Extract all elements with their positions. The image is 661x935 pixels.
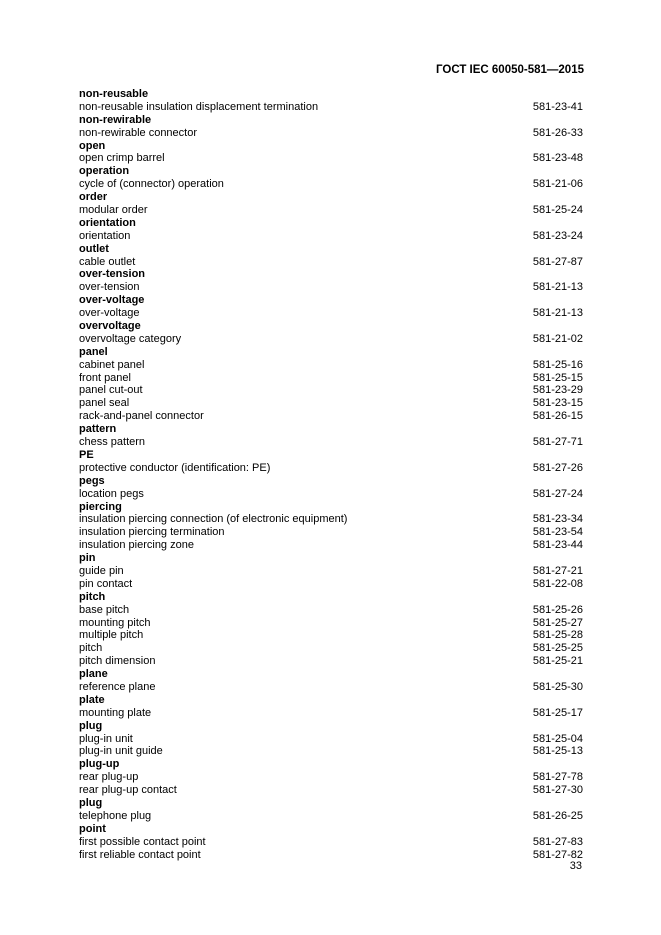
entry-text: over-tension: [79, 281, 140, 294]
entry-text: plug-in unit: [79, 732, 133, 745]
index-term: non-reusable: [79, 88, 149, 100]
entry-code: 581-25-28: [532, 629, 583, 642]
entry-text: cycle of (connector) operation: [79, 178, 224, 191]
entry-text: panel cut-out: [79, 384, 143, 397]
entry-text: base pitch: [79, 603, 130, 616]
index-entry: [79, 604, 583, 617]
index-term: over-voltage: [79, 294, 145, 307]
entry-code: 581-26-33: [532, 126, 583, 139]
index-entry: [79, 629, 583, 642]
entry-code: 581-26-25: [532, 809, 583, 822]
entry-code: 581-27-83: [532, 835, 583, 848]
index-entry: [79, 733, 583, 746]
entry-text: panel seal: [79, 397, 130, 410]
document-header: ГОСТ IEC 60050-581—2015: [436, 64, 584, 76]
index-entry: [79, 462, 583, 475]
entry-text: mounting plate: [79, 706, 152, 719]
index-term: pin: [79, 552, 96, 565]
index-term: pitch: [79, 590, 106, 603]
index-term: plane: [79, 668, 108, 681]
entry-text: rack-and-panel connector: [79, 410, 204, 423]
index-entry: [79, 539, 583, 552]
index-term: plug: [79, 719, 103, 732]
entry-code: 581-23-44: [532, 539, 583, 552]
entry-code: 581-25-27: [532, 616, 583, 629]
entry-text: non-reusable insulation displacement termination: [79, 100, 319, 113]
index-term: operation: [79, 165, 130, 178]
index-entry: [79, 784, 583, 797]
index-term: piercing: [79, 500, 122, 513]
entry-code: 581-21-13: [532, 307, 583, 320]
index-entry: [79, 359, 583, 372]
index-entry: [79, 127, 583, 140]
index-term: pegs: [79, 474, 105, 487]
index-term: outlet: [79, 242, 109, 255]
entry-code: 581-25-13: [532, 745, 583, 758]
entry-code: 581-25-25: [532, 642, 583, 655]
index-entry: [79, 849, 583, 862]
index-term: pattern: [79, 423, 117, 436]
entry-code: 581-23-41: [532, 100, 583, 113]
entry-code: 581-23-48: [532, 152, 583, 165]
index-entry: [79, 836, 583, 849]
index-entry: [79, 707, 583, 720]
index-entry: [79, 281, 583, 294]
index-term: overvoltage: [79, 320, 141, 333]
entry-text: modular order: [79, 204, 148, 217]
index-entry: [79, 372, 583, 385]
index-term: over-tension: [79, 268, 146, 281]
entry-code: 581-21-06: [532, 178, 583, 191]
entry-code: 581-21-02: [532, 332, 583, 345]
index-entry: [79, 436, 583, 449]
entry-text: pin contact: [79, 577, 133, 590]
index-entry: [79, 578, 583, 591]
entry-text: rear plug-up: [79, 771, 139, 784]
entry-text: cabinet panel: [79, 358, 145, 371]
entry-text: non-rewirable connector: [79, 126, 198, 139]
entry-code: 581-25-15: [532, 371, 583, 384]
entry-code: 581-27-21: [532, 564, 583, 577]
entry-text: insulation piercing termination: [79, 526, 225, 539]
entry-text: first reliable contact point: [79, 848, 201, 861]
index-entry: [79, 488, 583, 501]
index-entry: [79, 655, 583, 668]
entry-text: telephone plug: [79, 809, 152, 822]
entry-text: orientation: [79, 229, 131, 242]
entry-code: 581-27-24: [532, 487, 583, 500]
index-term: open: [79, 139, 106, 152]
entry-text: protective conductor (identification: PE): [79, 461, 271, 474]
entry-text: reference plane: [79, 680, 156, 693]
entry-text: insulation piercing connection (of electronic equipment): [79, 513, 348, 526]
entry-code: 581-25-30: [532, 680, 583, 693]
index-entry: [79, 152, 583, 165]
index-entry: [79, 307, 583, 320]
entry-text: over-voltage: [79, 307, 140, 320]
index-entry: [79, 178, 583, 191]
index-term: point: [79, 822, 106, 835]
entry-text: mounting pitch: [79, 616, 151, 629]
index-term: plug: [79, 796, 103, 809]
index-entry: [79, 384, 583, 397]
index-term: non-rewirable: [79, 113, 152, 126]
entry-text: cable outlet: [79, 255, 136, 268]
entry-code: 581-23-34: [532, 513, 583, 526]
entry-text: pitch dimension: [79, 655, 156, 668]
entry-code: 581-27-71: [532, 436, 583, 449]
entry-code: 581-23-15: [532, 397, 583, 410]
entry-code: 581-26-15: [532, 410, 583, 423]
entry-code: 581-25-16: [532, 358, 583, 371]
index-term: panel: [79, 345, 108, 358]
entry-code: 581-22-08: [532, 577, 583, 590]
index-entry: [79, 513, 583, 526]
index-entry: [79, 101, 583, 114]
index-term: plate: [79, 693, 105, 706]
entry-text: location pegs: [79, 487, 144, 500]
entry-code: 581-23-54: [532, 526, 583, 539]
entry-text: overvoltage category: [79, 332, 182, 345]
index-term: order: [79, 191, 108, 204]
entry-text: chess pattern: [79, 436, 146, 449]
index-entry: [79, 333, 583, 346]
entry-code: 581-25-24: [532, 204, 583, 217]
index-entry: [79, 565, 583, 578]
entry-text: multiple pitch: [79, 629, 144, 642]
page-number: 33: [569, 860, 582, 872]
entry-code: 581-25-21: [532, 655, 583, 668]
entry-code: 581-25-17: [532, 706, 583, 719]
entry-text: first possible contact point: [79, 835, 206, 848]
term-index: [79, 88, 583, 861]
index-entry: [79, 771, 583, 784]
entry-text: plug-in unit guide: [79, 745, 163, 758]
index-term: plug-up: [79, 758, 120, 771]
index-entry: [79, 230, 583, 243]
index-entry: [79, 256, 583, 269]
entry-code: 581-25-04: [532, 732, 583, 745]
entry-text: rear plug-up contact: [79, 784, 177, 797]
index-term: orientation: [79, 216, 136, 229]
entry-code: 581-27-82: [532, 848, 583, 861]
entry-code: 581-27-26: [532, 461, 583, 474]
entry-code: 581-27-78: [532, 771, 583, 784]
index-term: PE: [79, 448, 94, 461]
entry-code: 581-25-26: [532, 603, 583, 616]
index-entry: [79, 810, 583, 823]
entry-text: guide pin: [79, 564, 124, 577]
entry-code: 581-27-30: [532, 784, 583, 797]
index-entry: [79, 526, 583, 539]
entry-code: 581-21-13: [532, 281, 583, 294]
entry-code: 581-23-24: [532, 229, 583, 242]
entry-text: open crimp barrel: [79, 152, 165, 165]
entry-code: 581-23-29: [532, 384, 583, 397]
index-entry: [79, 745, 583, 758]
index-entry: [79, 681, 583, 694]
index-entry: [79, 204, 583, 217]
entry-text: pitch: [79, 642, 103, 655]
entry-text: insulation piercing zone: [79, 539, 194, 552]
index-entry: [79, 397, 583, 410]
entry-code: 581-27-87: [532, 255, 583, 268]
index-entry: [79, 642, 583, 655]
index-entry: [79, 617, 583, 630]
entry-text: front panel: [79, 371, 131, 384]
index-entry: [79, 410, 583, 423]
